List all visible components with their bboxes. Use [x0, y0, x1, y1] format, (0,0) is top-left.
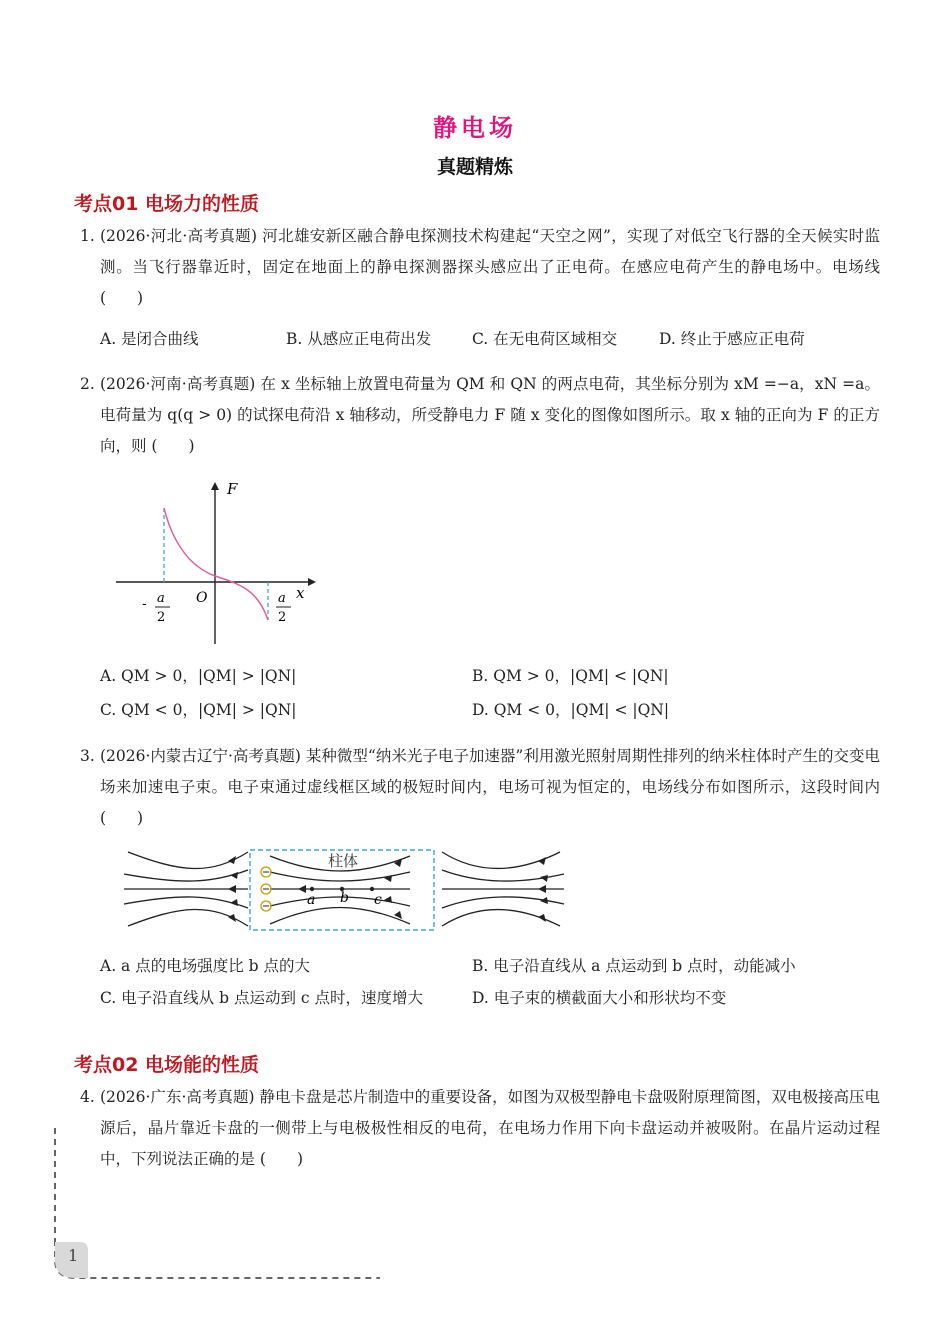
- option-a: A. a 点的电场强度比 b 点的大: [100, 957, 310, 975]
- svg-text:-: -: [142, 596, 147, 612]
- option-c: C. 在无电荷区域相交: [472, 330, 618, 348]
- point-a-label: a: [307, 892, 316, 908]
- left-tick-label: [142, 591, 170, 625]
- question-text: (2026·河北·高考真题) 河北雄安新区融合静电探测技术构建起“天空之网”，实现了对低空飞行器的全天候实时监测。当飞行器靠近时，固定在地面上的静电探测器探头感应出了正电荷。在感应电荷产生的静电场中。电场线 ( ): [100, 227, 880, 307]
- force-curve: [164, 508, 268, 620]
- svg-text:a: a: [157, 591, 165, 606]
- y-axis-label: F: [227, 480, 238, 498]
- question-text: (2026·广东·高考真题) 静电卡盘是芯片制造中的重要设备，如图为双极型静电卡盘吸附原理简图，双电极接高压电源后，晶片靠近卡盘的一侧带上与电极极性相反的电荷，在电场力作用下向卡盘运动并被吸附。在晶片运动过程中，下列说法正确的是 ( ): [100, 1088, 880, 1168]
- svg-text:2: 2: [278, 610, 287, 625]
- option-c: C. QM < 0，|QM| > |QN|: [100, 701, 297, 719]
- field-lines-figure: [120, 844, 570, 936]
- electron-beam: [261, 867, 271, 911]
- option-a: A. 是闭合曲线: [100, 330, 199, 348]
- option-b: B. 从感应正电荷出发: [286, 330, 432, 348]
- page-number: 1: [68, 1246, 79, 1265]
- option-b: B. QM > 0，|QM| < |QN|: [472, 667, 669, 685]
- page-subtitle: 真题精炼: [436, 156, 513, 178]
- y-axis-arrow: [211, 482, 219, 490]
- question-text: (2026·河南·高考真题) 在 x 坐标轴上放置电荷量为 QM 和 QN 的两点电荷，其坐标分别为 xM =−a，xN =a。电荷量为 q(q > 0) 的试探电荷沿 x 轴移动，所受静电力 F 随 x 变化的图像如图所示。取 x 轴的正向为 F 的正方向，则 ( ): [100, 375, 880, 455]
- option-d: D. 电子束的横截面大小和形状均不变: [472, 989, 727, 1007]
- point-c-dot: [370, 887, 374, 891]
- question-number: 2.: [80, 375, 95, 393]
- page-title: 静电场: [433, 114, 517, 142]
- question-text: (2026·内蒙古辽宁·高考真题) 某种微型“纳米光子电子加速器”利用激光照射周期性排列的纳米柱体时产生的交变电场来加速电子束。电子束通过虚线框区域的极短时间内，电场可视为恒定的，电场线分布如图所示，这段时间内 ( ): [100, 747, 880, 827]
- option-d: D. 终止于感应正电荷: [659, 330, 805, 348]
- option-a: A. QM > 0，|QM| > |QN|: [100, 667, 297, 685]
- force-graph-figure: [110, 478, 320, 648]
- svg-text:a: a: [278, 591, 286, 606]
- section-heading-2: 考点02 电场能的性质: [74, 1054, 260, 1076]
- section-heading-1: 考点01 电场力的性质: [74, 193, 260, 215]
- right-tick-label: [276, 591, 291, 625]
- x-axis-label: x: [296, 584, 305, 602]
- question-2: [80, 369, 880, 462]
- question-number: 4.: [80, 1088, 95, 1106]
- question-3: [80, 741, 880, 834]
- option-b: B. 电子沿直线从 a 点运动到 b 点时，动能减小: [472, 957, 796, 975]
- svg-text:2: 2: [157, 610, 166, 625]
- column-label: 柱体: [328, 852, 359, 870]
- page-corner-decoration: [40, 1120, 385, 1290]
- point-b-label: b: [340, 890, 349, 906]
- question-number: 3.: [80, 747, 95, 765]
- option-c: C. 电子沿直线从 b 点运动到 c 点时，速度增大: [100, 989, 423, 1007]
- question-number: 1.: [80, 227, 95, 245]
- question-1: [80, 221, 880, 314]
- origin-label: O: [196, 590, 208, 606]
- option-d: D. QM < 0，|QM| < |QN|: [472, 701, 670, 719]
- point-c-label: c: [374, 892, 382, 908]
- x-axis-arrow: [308, 578, 316, 586]
- point-a-dot: [310, 887, 314, 891]
